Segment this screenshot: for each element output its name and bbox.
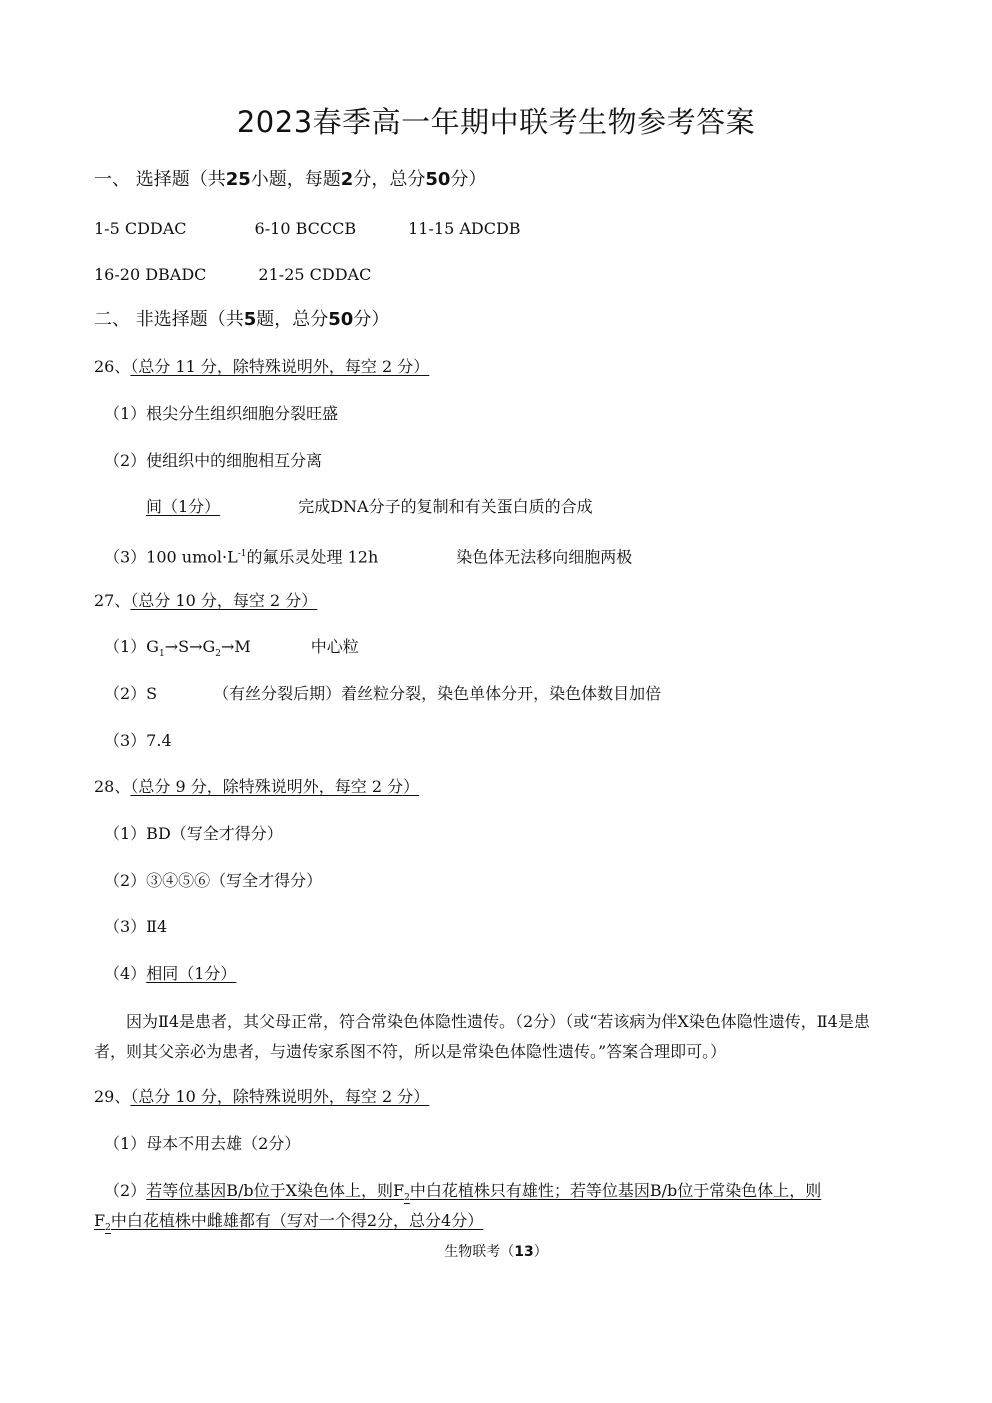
q28-answer-1: （1）BD（写全才得分） bbox=[104, 824, 283, 843]
q27-scoring-note: （总分 10 分，每空 2 分） bbox=[130, 591, 318, 610]
q27-answer-2-s: （2）S bbox=[104, 684, 158, 703]
q26-number: 26、 bbox=[94, 357, 131, 376]
mc-answer-6-10: 6-10 BCCCB bbox=[254, 219, 357, 238]
section1-text-2: 小题，每题 bbox=[250, 169, 341, 190]
q27-answer-3: （3）7.4 bbox=[104, 731, 172, 750]
q29-answer-2-part-d: 中白花植株中雌雄都有（写对一个得2分，总分4分） bbox=[110, 1211, 484, 1230]
q26-answer-2: （2）使组织中的细胞相互分离 bbox=[104, 451, 323, 470]
section2-text-2: 题，总分 bbox=[256, 309, 329, 330]
q26-header bbox=[94, 357, 429, 377]
q28-answer-3: （3）Ⅱ4 bbox=[104, 917, 168, 936]
section2-text-3: 分） bbox=[353, 309, 390, 330]
q29-answer-2-part-c: F bbox=[94, 1211, 106, 1230]
q26-answer-2-reason: 完成DNA分子的复制和有关蛋白质的合成 bbox=[298, 497, 593, 516]
q26-answer-1: （1）根尖分生组织细胞分裂旺盛 bbox=[104, 404, 339, 423]
section2-text-1: 二、 非选择题（共 bbox=[94, 309, 244, 330]
q28-answer-4-label: （4） bbox=[104, 964, 147, 983]
q28-answer-4 bbox=[104, 964, 236, 984]
q26-answer-3-result: 染色体无法移向细胞两极 bbox=[456, 547, 633, 567]
mc-answer-16-20: 16-20 DBADC bbox=[94, 265, 207, 284]
q28-scoring-note: （总分 9 分，除特殊说明外，每空 2 分） bbox=[130, 777, 420, 796]
mc-answers-row-1 bbox=[94, 219, 521, 239]
q27-answer-1-sub1: 1 bbox=[158, 649, 165, 660]
q27-answer-1-g: （1）G bbox=[104, 637, 159, 656]
q29-answer-2-sub1: 2 bbox=[404, 1193, 410, 1204]
section1-count: 25 bbox=[225, 169, 251, 190]
section1-text-3: 分，总分 bbox=[353, 169, 426, 190]
q27-answer-2 bbox=[104, 684, 661, 704]
q27-answer-2-reason: （有丝分裂后期）着丝粒分裂，染色单体分开，染色体数目加倍 bbox=[213, 684, 662, 703]
section1-text-1: 一、 选择题（共 bbox=[94, 169, 226, 190]
q29-answer-1: （1）母本不用去雄（2分） bbox=[104, 1134, 301, 1153]
q29-answer-2-line-1 bbox=[104, 1181, 821, 1208]
q26-answer-2-phase: 间（1分） bbox=[146, 497, 221, 516]
q29-answer-2-part-b: 中白花植株只有雄性；若等位基因B/b位于常染色体上，则 bbox=[409, 1181, 822, 1200]
mc-answer-21-25: 21-25 CDDAC bbox=[258, 265, 372, 284]
q27-answer-1-centriole: 中心粒 bbox=[310, 637, 359, 656]
q27-answer-1-s: →S→G bbox=[164, 637, 216, 656]
q27-number: 27、 bbox=[94, 591, 131, 610]
q27-header bbox=[94, 591, 317, 611]
footer-label: 生物联考（ bbox=[444, 1244, 515, 1260]
mc-answers-row-2 bbox=[94, 265, 371, 285]
q29-answer-2-part-a: 若等位基因B/b位于X染色体上，则F bbox=[146, 1181, 405, 1200]
q28-header bbox=[94, 777, 419, 797]
q27-answer-1-m: →M bbox=[221, 637, 251, 656]
q28-explanation: 因为Ⅱ4是患者，其父母正常，符合常染色体隐性遗传。（2分）（或“若该病为伴X染色体隐性遗传，Ⅱ4是患者，则其父亲必为患者，与遗传家系图不符，所以是常染色体隐性遗传。”答案合理即可。） bbox=[94, 1012, 870, 1061]
q29-answer-2-line-2 bbox=[94, 1211, 483, 1238]
section1-text-4: 分） bbox=[450, 169, 487, 190]
q29-answer-2-label: （2） bbox=[104, 1181, 147, 1200]
footer-page-number: 13 bbox=[514, 1244, 534, 1260]
q29-number: 29、 bbox=[94, 1087, 131, 1106]
q26-answer-3-dose: （3）100 umol·L bbox=[104, 547, 238, 567]
section1-points-each: 2 bbox=[340, 169, 354, 190]
q26-scoring-note: （总分 11 分，除特殊说明外，每空 2 分） bbox=[130, 357, 430, 376]
q26-answer-3-exponent: -1 bbox=[237, 549, 247, 559]
page-title: 2023春季高一年期中联考生物参考答案 bbox=[236, 105, 756, 139]
q26-answer-3-treatment: 的氟乐灵处理 12h bbox=[246, 547, 379, 567]
q29-answer-2-sub2: 2 bbox=[105, 1223, 111, 1234]
mc-answer-11-15: 11-15 ADCDB bbox=[408, 219, 521, 238]
q27-answer-1-sub2: 2 bbox=[215, 649, 221, 660]
q26-answer-3 bbox=[104, 544, 632, 567]
section2-total: 50 bbox=[328, 309, 354, 330]
section-heading-free-response bbox=[94, 310, 389, 330]
q29-header bbox=[94, 1087, 429, 1107]
footer-close: ） bbox=[533, 1244, 548, 1260]
q29-scoring-note: （总分 10 分，除特殊说明外，每空 2 分） bbox=[130, 1087, 430, 1106]
page-footer bbox=[0, 1241, 992, 1261]
q28-answer-2: （2）③④⑤⑥（写全才得分） bbox=[104, 871, 323, 890]
section-heading-multiple-choice bbox=[94, 170, 486, 190]
q28-number: 28、 bbox=[94, 777, 131, 796]
q28-answer-4-value: 相同（1分） bbox=[146, 964, 237, 983]
section1-total: 50 bbox=[425, 169, 451, 190]
mc-answer-1-5: 1-5 CDDAC bbox=[94, 219, 187, 238]
q26-answer-2-extra bbox=[146, 497, 593, 517]
q27-answer-1 bbox=[104, 637, 359, 664]
section2-count: 5 bbox=[243, 309, 257, 330]
